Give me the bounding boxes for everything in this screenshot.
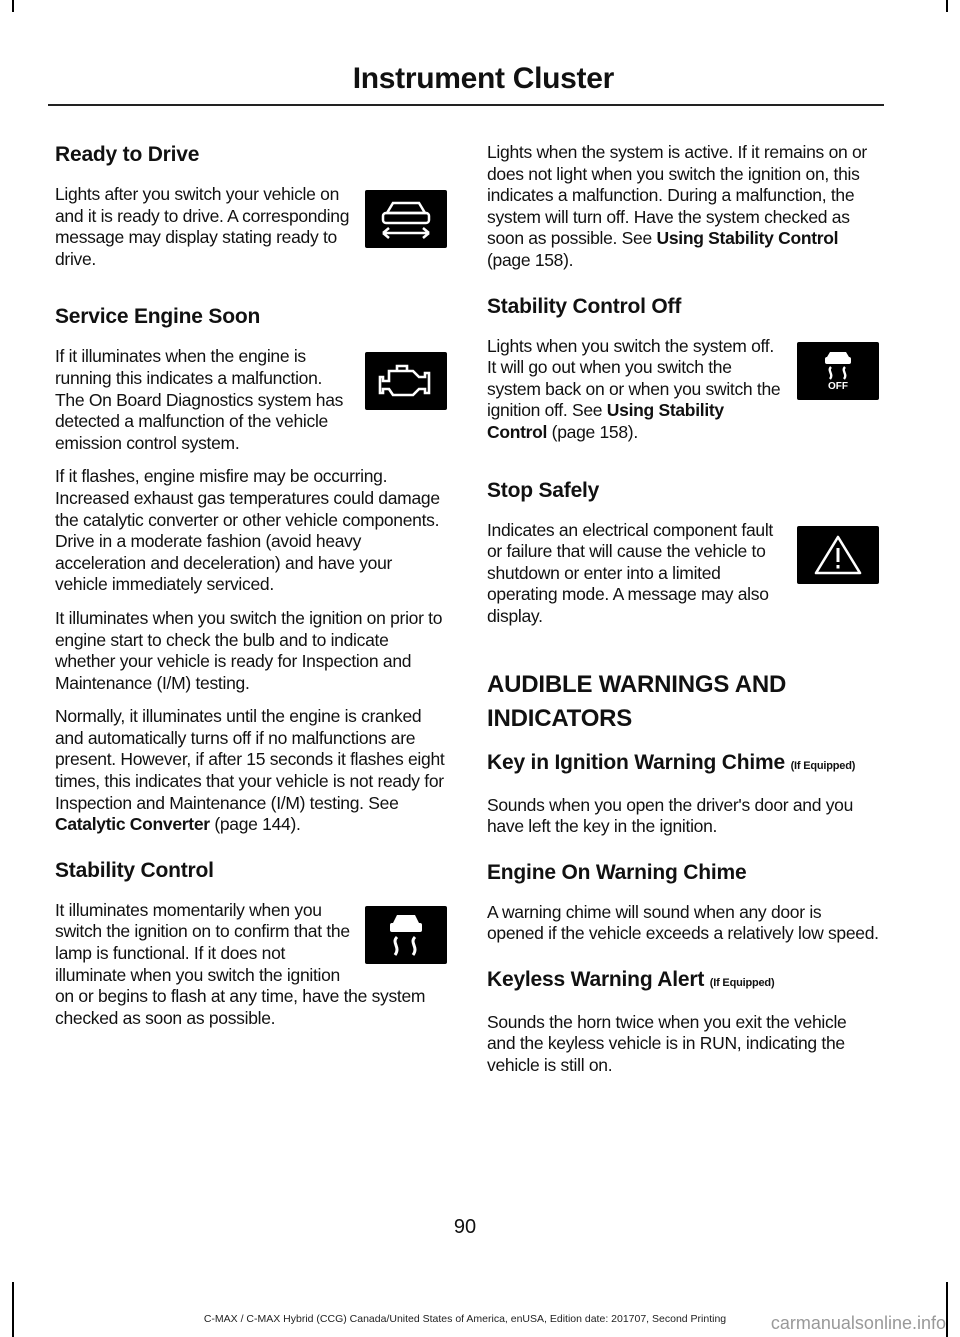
crop-mark [12, 0, 14, 12]
section-heading: Key in Ignition Warning Chime (If Equipped) [487, 750, 856, 774]
section-heading: Stop Safely [487, 478, 600, 502]
section-keyless-warning [487, 967, 879, 1077]
page-reference-link[interactable]: Using Stability Control [487, 400, 724, 442]
warning-triangle-icon [797, 526, 879, 584]
section-heading: Stability Control Off [487, 294, 682, 318]
footer-edition-info: C-MAX / C-MAX Hybrid (CCG) Canada/United States of America, enUSA, Edition date: 201707, Second Printing [203, 1313, 727, 1325]
page-reference-link[interactable]: Using Stability Control [656, 228, 839, 249]
section-heading: Keyless Warning Alert (If Equipped) [487, 967, 775, 991]
off-label: OFF [828, 381, 848, 393]
left-column [55, 142, 447, 1063]
paragraph: It illuminates momentarily when you switch the ignition on to confirm that the lamp is functional. If it does not illuminate when you switch the ignition on or begins to flash at any time, have the system checked as soon as possible. [55, 899, 426, 1028]
section-audible-warnings [487, 670, 879, 734]
ready-to-drive-icon [365, 190, 447, 248]
paragraph: If it illuminates when the engine is running this indicates a malfunction. The On Board Diagnostics system has detected a malfunction of the vehicle emission control system. [55, 346, 344, 453]
check-engine-icon [365, 352, 447, 410]
if-equipped-note: (If Equipped) [709, 976, 775, 989]
paragraph: Lights when you switch the system off. It will go out when you switch the system back on or when you switch the ignition off. See Using Stability Control (page 158). [487, 335, 781, 442]
right-column [487, 142, 879, 1099]
section-stability-continued [487, 142, 879, 272]
section-stability-control-off [487, 294, 879, 456]
header-rule [48, 104, 884, 106]
chapter-heading-line: AUDIBLE WARNINGS AND [487, 670, 787, 698]
section-ready-to-drive [55, 142, 447, 282]
stability-control-icon [365, 906, 447, 964]
paragraph: It illuminates when you switch the ignition on prior to engine start to check the bulb and to indicate whether your vehicle is ready for Inspection and Maintenance (I/M) testing. [55, 607, 443, 693]
paragraph: Sounds the horn twice when you exit the vehicle and the keyless vehicle is in RUN, indicating the vehicle is still on. [487, 1011, 847, 1076]
section-stability-control [55, 858, 447, 1042]
paragraph: Normally, it illuminates until the engine is cranked and automatically turns off if no malfunctions are present. However, if after 15 seconds it flashes eight times, this indicates that your vehicle is not ready for Inspection and Maintenance (I/M) testing. See Catalytic Converter (page 144). [55, 706, 445, 835]
crop-mark [946, 1282, 948, 1337]
if-equipped-note: (If Equipped) [790, 759, 856, 772]
paragraph: A warning chime will sound when any door is opened if the vehicle exceeds a relatively low speed. [487, 901, 879, 944]
section-service-engine-soon [55, 304, 447, 835]
section-heading: Service Engine Soon [55, 305, 261, 329]
crop-mark [946, 0, 948, 12]
section-key-in-ignition-chime [487, 750, 879, 838]
stability-control-off-icon [797, 342, 879, 400]
section-heading: Engine On Warning Chime [487, 860, 747, 884]
crop-mark [12, 1282, 14, 1337]
section-heading: Stability Control [55, 858, 214, 882]
page-reference-link[interactable]: Catalytic Converter [55, 814, 210, 835]
section-engine-on-chime [487, 860, 879, 945]
page-title: Instrument Cluster [352, 62, 614, 95]
page-number: 90 [453, 1216, 477, 1238]
paragraph: If it flashes, engine misfire may be occurring. Increased exhaust gas temperatures could damage the catalytic converter or other vehicle components. Drive in a moderate fashion (avoid heavy acceleration and deceleration) and have your vehicle immediately serviced. [55, 466, 440, 595]
paragraph: Indicates an electrical component fault or failure that will cause the vehicle to shutdown or enter into a limited operating mode. A message may also display. [487, 519, 773, 626]
section-stop-safely [487, 478, 879, 640]
paragraph: Lights when the system is active. If it remains on or does not light when you switch the ignition on, this indicates a malfunction. During a malfunction, the system will turn off. Have the system checked as soon as possible. See Using Stability Control (page 158). [487, 142, 867, 270]
chapter-heading-line: INDICATORS [487, 704, 633, 732]
watermark: carmanualsonline.info [770, 1313, 946, 1333]
paragraph: Sounds when you open the driver's door and you have left the key in the ignition. [487, 794, 854, 837]
paragraph: Lights after you switch your vehicle on and it is ready to drive. A corresponding message may display stating ready to drive. [55, 184, 350, 269]
section-heading: Ready to Drive [55, 143, 200, 166]
